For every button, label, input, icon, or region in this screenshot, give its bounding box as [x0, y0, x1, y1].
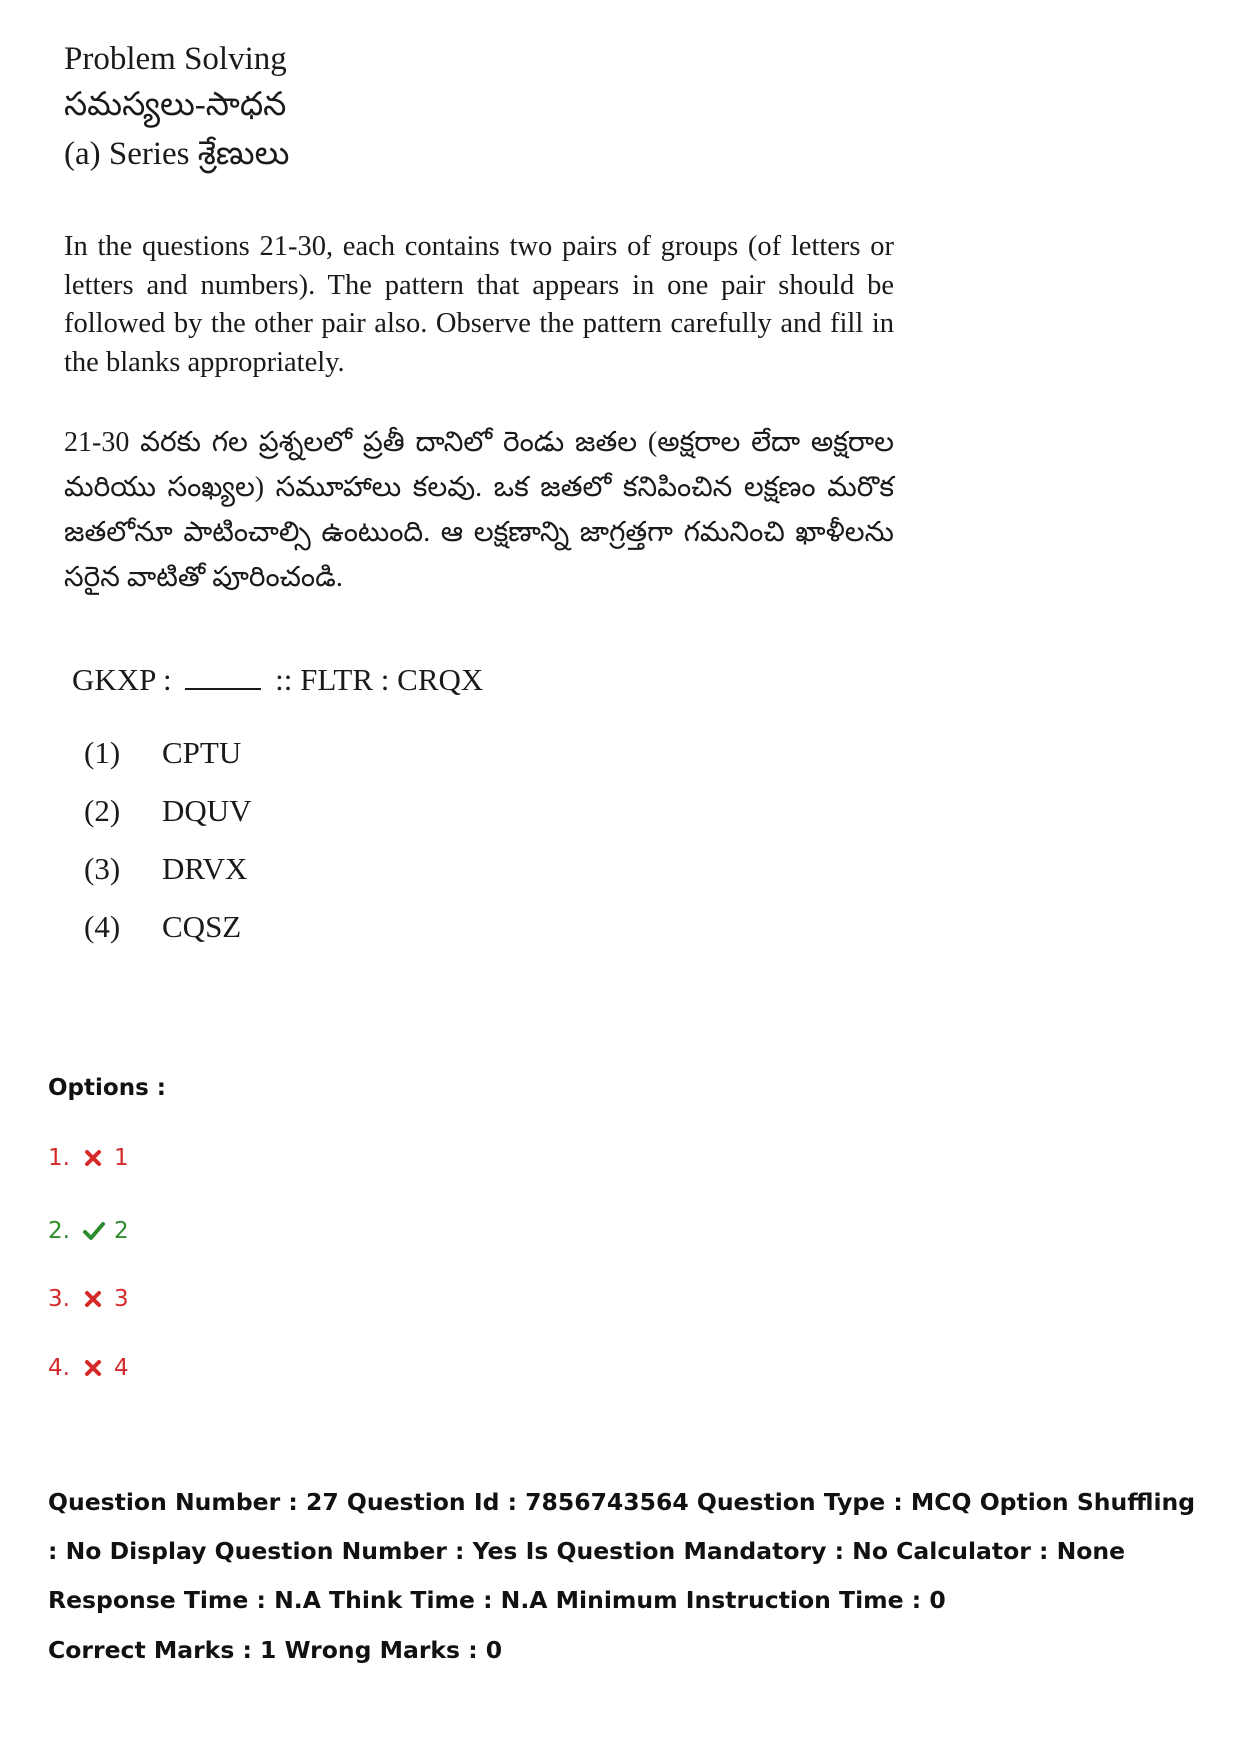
choice-text: DQUV — [162, 793, 252, 828]
choice-item — [84, 840, 904, 898]
pattern-right: :: FLTR : CRQX — [275, 662, 484, 697]
series-pattern — [72, 660, 904, 700]
option-prefix: 2. — [48, 1218, 70, 1244]
answer-blank — [185, 662, 261, 690]
choice-number: (3) — [84, 851, 121, 886]
option-1 — [48, 1145, 129, 1171]
option-value: 2 — [113, 1218, 129, 1244]
option-prefix: 1. — [48, 1145, 70, 1171]
section-title-telugu: సమస్యలు-సాధన — [64, 87, 287, 123]
cross-icon — [82, 1357, 104, 1379]
option-prefix: 4. — [48, 1355, 70, 1381]
subsection-title: (a) Series శ్రేణులు — [64, 136, 290, 172]
choice-text: DRVX — [162, 851, 248, 886]
choice-item — [84, 782, 904, 840]
option-4 — [48, 1355, 129, 1381]
option-value: 3 — [113, 1286, 129, 1312]
pattern-left: GKXP : — [72, 662, 172, 697]
choice-item — [84, 724, 904, 782]
choice-text: CQSZ — [162, 909, 242, 944]
option-value: 1 — [113, 1145, 129, 1171]
instruction-english: In the questions 21-30, each contains two pairs of groups (of letters or letters and numbers). The pattern that appears in one pair should be followed by the other pair also. Observe the pattern carefully and fill in the blanks appropriately. — [64, 231, 894, 378]
option-prefix: 3. — [48, 1286, 70, 1312]
answer-choices — [84, 724, 904, 956]
question-image — [64, 38, 904, 956]
option-2 — [48, 1218, 129, 1244]
cross-icon — [82, 1288, 104, 1310]
option-3 — [48, 1286, 129, 1312]
cross-icon — [82, 1147, 104, 1169]
options-heading: Options : — [48, 1075, 166, 1101]
marks-info: Correct Marks : 1 Wrong Marks : 0 — [48, 1636, 503, 1664]
choice-text: CPTU — [162, 735, 242, 770]
check-icon — [82, 1220, 104, 1242]
choice-number: (4) — [84, 909, 121, 944]
choice-number: (2) — [84, 793, 121, 828]
choice-number: (1) — [84, 735, 121, 770]
instruction-telugu: 21-30 వరకు గల ప్రశ్నలలో ప్రతీ దానిలో రెండు జతల (అక్షరాల లేదా అక్షరాల మరియు సంఖ్యల) సమూహాలు కలవు. ఒక జతలో కనిపించిన లక్షణం మరొక జతలోనూ పాటించాల్సి ఉంటుంది. ఆ లక్షణాన్ని జాగ్రత్తగా గమనించి ఖాళీలను సరైన వాటితో పూరించండి. — [64, 427, 894, 593]
section-title: Problem Solving — [64, 41, 287, 77]
option-value: 4 — [113, 1355, 129, 1381]
choice-item — [84, 898, 904, 956]
question-metadata: Question Number : 27 Question Id : 7856743564 Question Type : MCQ Option Shuffling : No Display Question Number : Yes Is Question Mandatory : No Calculator : None Response Time : N.A Think Time : N.A Minimum Instruction Time : 0 — [48, 1488, 1196, 1614]
